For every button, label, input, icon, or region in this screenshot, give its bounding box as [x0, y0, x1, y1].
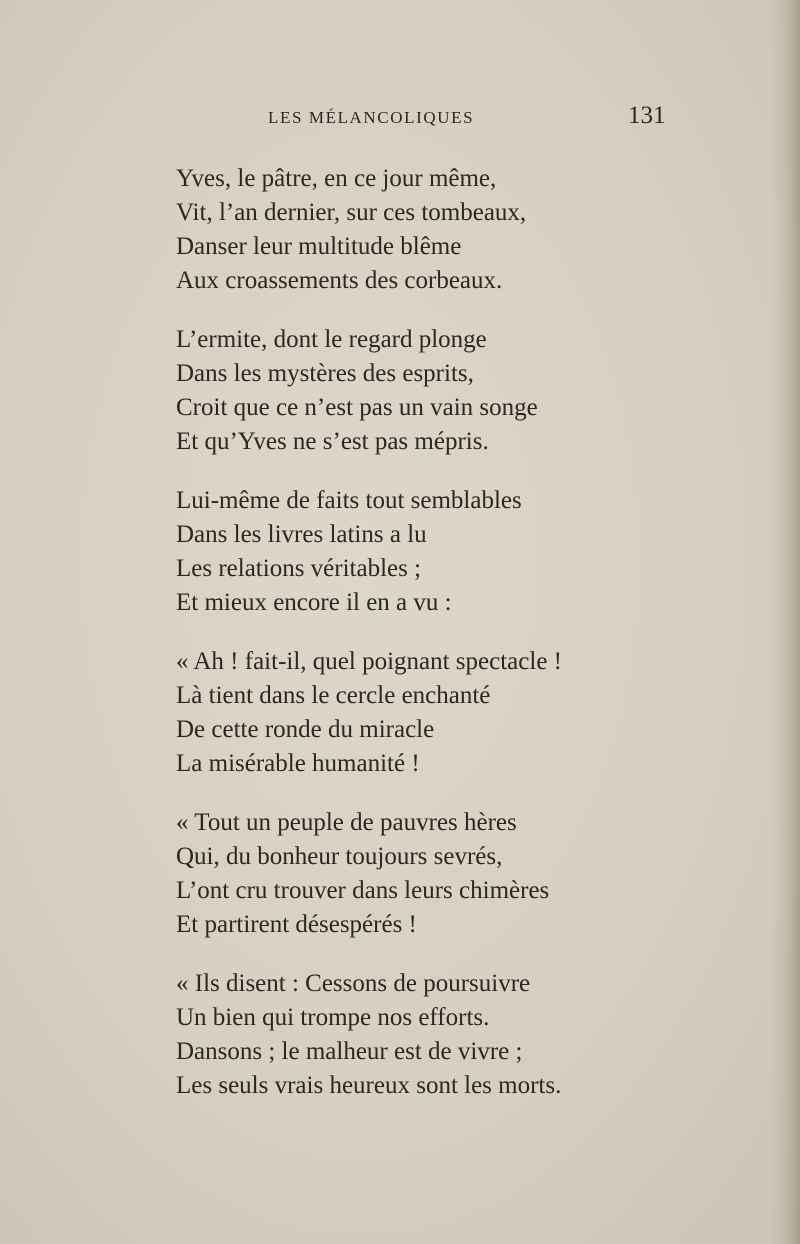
verse-line: La misérable humanité !: [176, 750, 420, 777]
page-header: [0, 102, 800, 132]
poem: [176, 162, 696, 1128]
verse-line: De cette ronde du miracle: [176, 716, 435, 743]
verse-line: Vit, l’an dernier, sur ces tombeaux,: [176, 199, 527, 226]
running-title: LES MÉLANCOLIQUES: [268, 108, 475, 127]
verse-line: L’ermite, dont le regard plonge: [176, 326, 487, 353]
verse-line: Dans les mystères des esprits,: [176, 360, 474, 387]
verse-line: Aux croassements des corbeaux.: [176, 267, 503, 294]
verse-line: Croit que ce n’est pas un vain songe: [176, 394, 538, 421]
stanza: [176, 645, 696, 781]
verse-line: Lui-même de faits tout semblables: [176, 487, 522, 514]
verse-line: Qui, du bonheur toujours sevrés,: [176, 843, 503, 870]
verse-line: Danser leur multitude blême: [176, 233, 462, 260]
stanza: [176, 806, 696, 942]
verse-line: Là tient dans le cercle enchanté: [176, 682, 491, 709]
stanza: [176, 484, 696, 620]
verse-line: Et qu’Yves ne s’est pas mépris.: [176, 428, 489, 455]
stanza: [176, 323, 696, 459]
stanza: [176, 967, 696, 1103]
page-number: 131: [628, 102, 666, 129]
stanza: [176, 162, 696, 298]
verse-line: « Ils disent : Cessons de poursuivre: [176, 970, 531, 997]
verse-line: Les relations véritables ;: [176, 555, 422, 582]
verse-line: Et mieux encore il en a vu :: [176, 589, 452, 616]
verse-line: Et partirent désespérés !: [176, 911, 417, 938]
verse-line: « Ah ! fait-il, quel poignant spectacle !: [176, 648, 562, 675]
verse-line: Les seuls vrais heureux sont les morts.: [176, 1072, 562, 1099]
page-edge-shadow: [772, 0, 800, 1244]
verse-line: Dansons ; le malheur est de vivre ;: [176, 1038, 523, 1065]
verse-line: L’ont cru trouver dans leurs chimères: [176, 877, 550, 904]
verse-line: Yves, le pâtre, en ce jour même,: [176, 165, 497, 192]
verse-line: « Tout un peuple de pauvres hères: [176, 809, 517, 836]
verse-line: Dans les livres latins a lu: [176, 521, 427, 548]
verse-line: Un bien qui trompe nos efforts.: [176, 1004, 490, 1031]
